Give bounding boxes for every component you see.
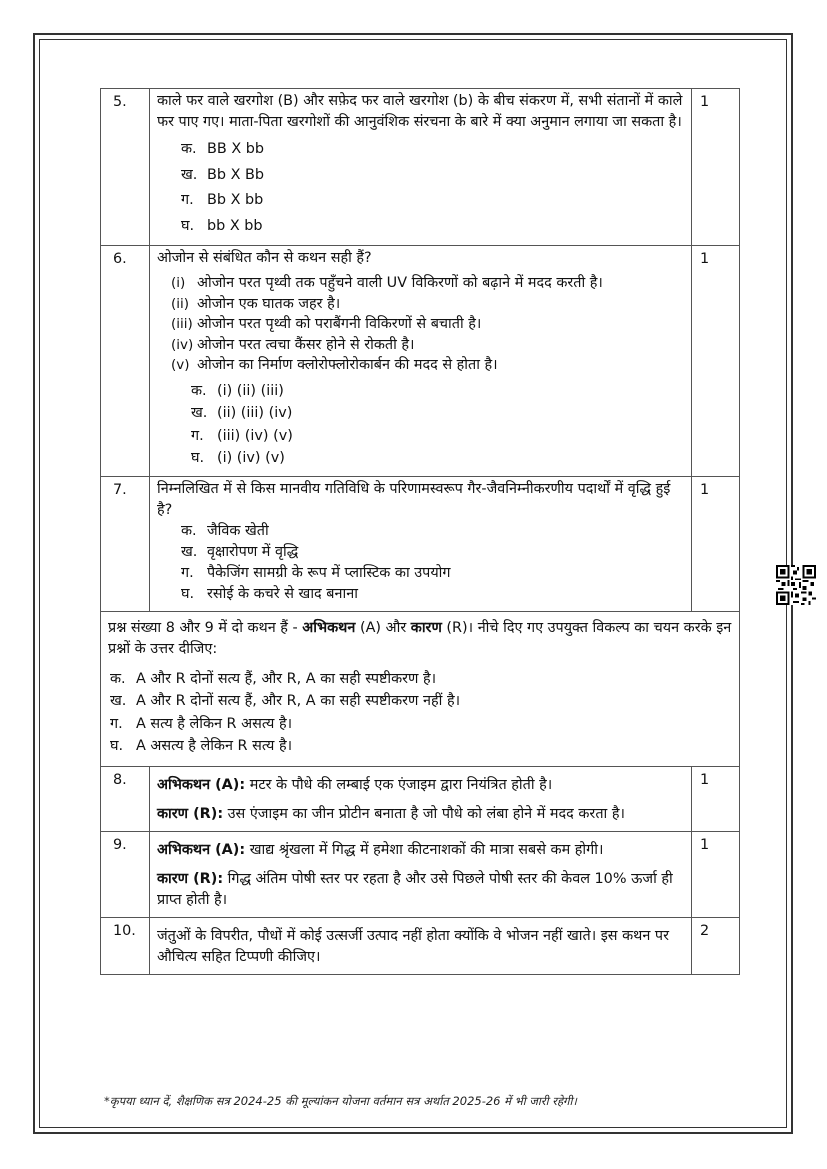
question-row-9 [101, 831, 740, 917]
assertion [157, 775, 685, 796]
statement-label: (i) [171, 275, 186, 291]
option-item [181, 163, 685, 189]
question-body [150, 766, 692, 831]
option-item [191, 447, 685, 470]
option-item [181, 542, 685, 563]
option-label: ख. [110, 693, 127, 709]
option-item [110, 713, 733, 736]
option-text: जैविक खेती [207, 522, 269, 539]
option-item [181, 563, 685, 584]
option-text: BB X bb [207, 141, 265, 157]
instruction-suffix: (R)। नीचे दिए गए उपयुक्त विकल्प का चयन करके इन प्रश्नों के उत्तर दीजिए: [108, 619, 732, 657]
option-item [191, 402, 685, 425]
reason-label: कारण (R): [157, 870, 224, 887]
option-item [181, 214, 685, 240]
question-body [150, 89, 692, 246]
question-text: काले फर वाले खरगोश (B) और सफ़ेद फर वाले खरगोश (b) के बीच संकरण में, सभी संतानों में काले फर पाए गए। माता-पिता खरगोशों की आनुवंशिक संरचना के बारे में क्या अनुमान लगाया जा सकता है। [157, 93, 683, 130]
question-marks: 1 [692, 766, 740, 831]
reason-text: गिद्ध अंतिम पोषी स्तर पर रहता है और उसे पिछले पोषी स्तर की केवल 10% ऊर्जा ही प्राप्त होती है। [157, 870, 673, 908]
question-text: जंतुओं के विपरीत, पौधों में कोई उत्सर्जी उत्पाद नहीं होता क्योंकि वे भोजन नहीं खाते। इस कथन पर औचित्य सहित टिप्पणी कीजिए। [157, 927, 669, 965]
question-table [100, 88, 740, 975]
option-text: वृक्षारोपण में वृद्धि [207, 543, 299, 560]
statement-list [171, 273, 685, 376]
instruction-text [108, 618, 733, 660]
question-number: 9. [101, 831, 150, 917]
statement-item [171, 335, 685, 356]
reason [157, 804, 685, 825]
question-body [150, 246, 692, 477]
statement-label: (iv) [171, 336, 194, 353]
reason-text: उस एंजाइम का जीन प्रोटीन बनाता है जो पौधे को लंबा होने में मदद करता है। [223, 805, 625, 822]
assertion-text: मटर के पौधे की लम्बाई एक एंजाइम द्वारा नियंत्रित होती है। [245, 776, 553, 793]
statement-item [171, 314, 685, 335]
option-label: ख. [191, 405, 208, 421]
option-label: ग. [181, 564, 194, 581]
question-text: निम्नलिखित में से किस मानवीय गतिविधि के परिणामस्वरूप गैर-जैवनिम्नीकरणीय पदार्थों में वृद्धि हुई है? [157, 480, 671, 518]
question-body [150, 476, 692, 611]
statement-text: ओजोन का निर्माण क्लोरोफ्लोरोकार्बन की मदद से होता है। [197, 357, 498, 373]
qr-code-icon [776, 565, 816, 605]
option-label: क. [181, 522, 197, 539]
question-row-5 [101, 89, 740, 246]
footnote: *कृपया ध्यान दें, शैक्षणिक सत्र 2024-25 की मूल्यांकन योजना वर्तमान सत्र अर्थात 2025-26 में भी जारी रहेगी। [104, 1094, 577, 1108]
question-body [150, 917, 692, 974]
option-label: ग. [110, 715, 123, 732]
question-number: 8. [101, 766, 150, 831]
option-item [181, 188, 685, 214]
option-label: क. [110, 670, 126, 687]
option-item [181, 584, 685, 605]
option-label: ख. [181, 543, 198, 560]
statement-text: ओजोन परत पृथ्वी को पराबैंगनी विकिरणों से बचाती है। [197, 316, 482, 332]
option-list [110, 668, 733, 758]
statement-item [171, 294, 685, 315]
option-item [110, 668, 733, 691]
question-marks: 2 [692, 917, 740, 974]
statement-label: (iii) [171, 316, 193, 332]
option-label: ग. [181, 192, 194, 208]
question-marks: 1 [692, 89, 740, 246]
option-text: A और R दोनों सत्य हैं, और R, A का सही स्पष्टीकरण नहीं है। [136, 693, 461, 709]
question-row-7 [101, 476, 740, 611]
option-list [181, 521, 685, 605]
option-text: (ii) (iii) (iv) [217, 405, 293, 421]
option-item [181, 137, 685, 163]
question-row-8 [101, 766, 740, 831]
question-number: 10. [101, 917, 150, 974]
option-item [110, 690, 733, 713]
option-text: रसोई के कचरे से खाद बनाना [207, 585, 358, 602]
reason [157, 869, 685, 911]
assertion-label: अभिकथन (A): [157, 776, 246, 793]
option-list [181, 137, 685, 239]
option-label: घ. [181, 585, 195, 602]
reason-word: कारण [410, 619, 442, 636]
option-text: पैकेजिंग सामग्री के रूप में प्लास्टिक का उपयोग [207, 564, 451, 581]
option-item [191, 380, 685, 403]
option-text: A और R दोनों सत्य हैं, और R, A का सही स्पष्टीकरण है। [136, 670, 437, 687]
assertion-label: अभिकथन (A): [157, 841, 246, 858]
statement-text: ओजोन एक घातक जहर है। [197, 295, 341, 312]
reason-label: कारण (R): [157, 805, 224, 822]
option-label: क. [191, 382, 207, 399]
option-item [191, 425, 685, 448]
question-marks: 1 [692, 476, 740, 611]
statement-label: (v) [171, 357, 190, 373]
option-label: घ. [191, 450, 205, 466]
question-row-6 [101, 246, 740, 477]
option-text: (iii) (iv) (v) [217, 427, 293, 444]
statement-text: ओजोन परत त्वचा कैंसर होने से रोकती है। [197, 336, 415, 353]
option-text: (i) (ii) (iii) [217, 382, 284, 399]
assertion-reason-instructions [101, 611, 740, 766]
question-marks: 1 [692, 831, 740, 917]
option-text: Bb X bb [207, 192, 264, 208]
option-text: Bb X Bb [207, 166, 265, 183]
option-label: ग. [191, 427, 204, 444]
option-text: bb X bb [207, 217, 263, 234]
statement-label: (ii) [171, 295, 190, 312]
statement-item [171, 355, 685, 376]
assertion-text: खाद्य श्रृंखला में गिद्ध में हमेशा कीटनाशकों की मात्रा सबसे कम होगी। [245, 841, 604, 858]
question-body [150, 831, 692, 917]
assertion [157, 840, 685, 861]
option-text: (i) (iv) (v) [217, 450, 285, 466]
option-label: घ. [181, 217, 195, 234]
instruction-mid: (A) और [355, 619, 411, 636]
question-number: 6. [101, 246, 150, 477]
option-label: ख. [181, 166, 198, 183]
question-number: 7. [101, 476, 150, 611]
option-text: A सत्य है लेकिन R असत्य है। [136, 715, 293, 732]
option-item [181, 521, 685, 542]
question-text: ओजोन से संबंधित कौन से कथन सही हैं? [157, 250, 372, 266]
option-label: क. [181, 141, 197, 157]
question-number: 5. [101, 89, 150, 246]
statement-item [171, 273, 685, 294]
instruction-prefix: प्रश्न संख्या 8 और 9 में दो कथन हैं - [108, 619, 303, 636]
option-list [191, 380, 685, 470]
assertion-word: अभिकथन [302, 619, 356, 636]
option-item [110, 735, 733, 758]
option-text: A असत्य है लेकिन R सत्य है। [136, 738, 293, 754]
assertion-reason-instructions-row [101, 611, 740, 766]
question-marks: 1 [692, 246, 740, 477]
statement-text: ओजोन परत पृथ्वी तक पहुँचने वाली UV विकिरणों को बढ़ाने में मदद करती है। [197, 275, 603, 291]
option-label: घ. [110, 738, 124, 754]
question-row-10 [101, 917, 740, 974]
